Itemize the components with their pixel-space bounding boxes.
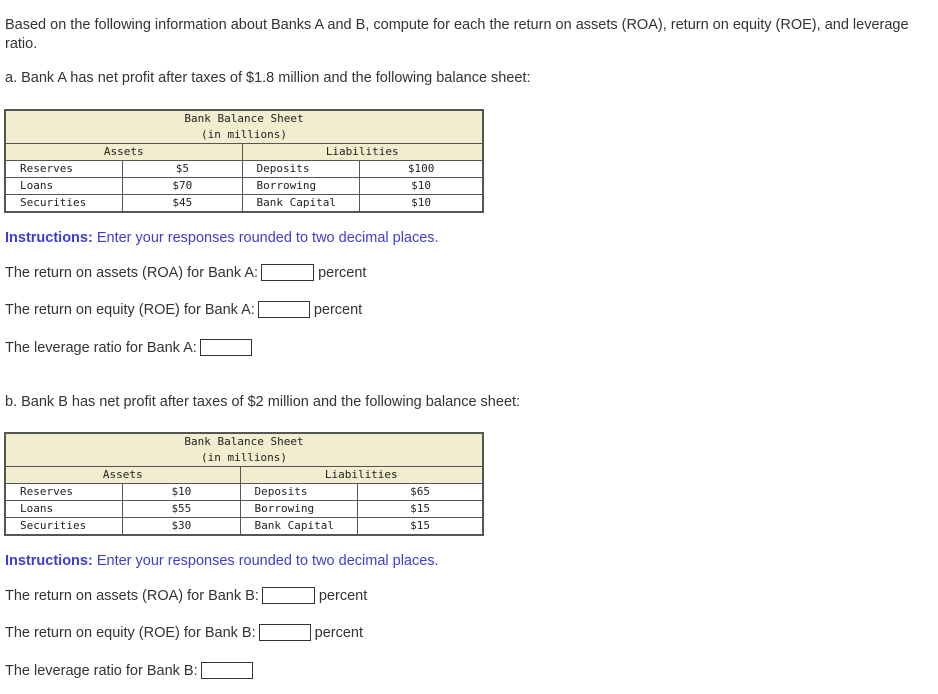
bank-a-roa-input[interactable] (261, 264, 314, 281)
liabilities-header: Liabilities (242, 144, 483, 161)
part-a-instructions: Instructions: Enter your responses rounded to two decimal places. (5, 230, 439, 246)
part-a-prompt: a. Bank A has net profit after taxes of $1.8 million and the following balance sheet: (5, 70, 531, 86)
part-b-roe-question: The return on equity (ROE) for Bank B: percent (5, 624, 364, 641)
bank-b-roe-input[interactable] (259, 624, 311, 641)
bank-b-balance-sheet (4, 432, 484, 536)
table-row: Securities $45 Bank Capital $10 (5, 195, 483, 213)
bank-b-roa-input[interactable] (262, 587, 315, 604)
table-title: Bank Balance Sheet (5, 110, 483, 127)
part-b-instructions: Instructions: Enter your responses rounded to two decimal places. (5, 553, 439, 569)
table-row: Loans $70 Borrowing $10 (5, 178, 483, 195)
table-row: Loans $55 Borrowing $15 (5, 501, 483, 518)
part-b-leverage-question: The leverage ratio for Bank B: (5, 662, 253, 679)
table-row: Reserves $10 Deposits $65 (5, 484, 483, 501)
table-subtitle: (in millions) (5, 127, 483, 144)
assets-header: Assets (5, 467, 240, 484)
table-row: Securities $30 Bank Capital $15 (5, 518, 483, 536)
intro-text: Based on the following information about Banks A and B, compute for each the return on assets (ROA), return on equity (ROE), and leverage ratio. (5, 17, 909, 52)
bank-a-roe-input[interactable] (258, 301, 310, 318)
bank-a-leverage-input[interactable] (200, 339, 252, 356)
part-a-roa-question: The return on assets (ROA) for Bank A: percent (5, 264, 367, 281)
bank-b-leverage-input[interactable] (201, 662, 253, 679)
table-title: Bank Balance Sheet (5, 433, 483, 450)
part-a-leverage-question: The leverage ratio for Bank A: (5, 339, 252, 356)
part-a-roe-question: The return on equity (ROE) for Bank A: percent (5, 301, 363, 318)
liabilities-header: Liabilities (240, 467, 483, 484)
table-subtitle: (in millions) (5, 450, 483, 467)
part-b-roa-question: The return on assets (ROA) for Bank B: percent (5, 587, 368, 604)
assets-header: Assets (5, 144, 242, 161)
bank-a-balance-sheet (4, 109, 484, 213)
part-b-prompt: b. Bank B has net profit after taxes of $2 million and the following balance sheet: (5, 394, 521, 410)
table-row: Reserves $5 Deposits $100 (5, 161, 483, 178)
